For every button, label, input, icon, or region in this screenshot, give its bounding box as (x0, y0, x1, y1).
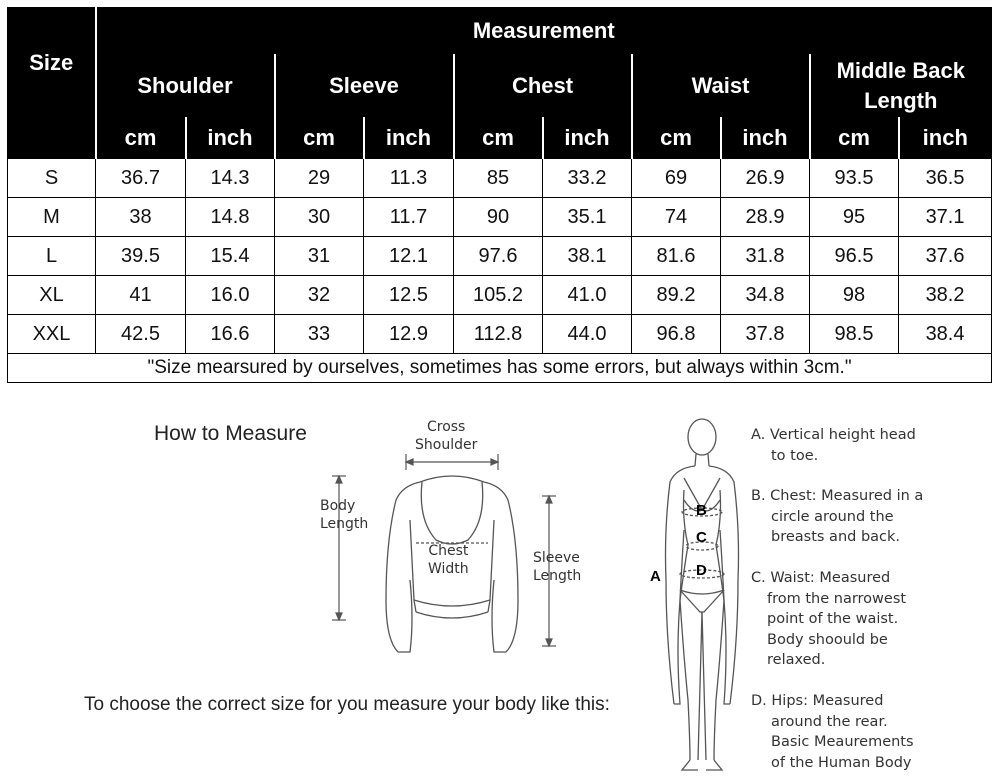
sleeve-header: Sleeve (275, 55, 454, 118)
legend-line: around the rear. (771, 713, 888, 730)
unit-header: inch (186, 118, 275, 159)
measurement-cell: 33.2 (543, 159, 632, 198)
cross-shoulder-arrow (406, 454, 498, 470)
unit-header: inch (543, 118, 632, 159)
measurement-cell: 16.6 (186, 315, 275, 354)
cross-shoulder-label (415, 418, 477, 454)
unit-header: inch (899, 118, 992, 159)
legend-line: from the narrowest (767, 590, 907, 607)
measurement-cell: 69 (632, 159, 721, 198)
unit-header: inch (364, 118, 454, 159)
measurement-cell: 37.8 (721, 315, 810, 354)
legend-item-d (751, 691, 914, 773)
measurement-cell: 16.0 (186, 276, 275, 315)
measurement-cell: 34.8 (721, 276, 810, 315)
measurement-cell: 33 (275, 315, 364, 354)
measurement-cell: 12.1 (364, 237, 454, 276)
measurement-cell: 11.3 (364, 159, 454, 198)
chest-header: Chest (454, 55, 632, 118)
measurement-cell: 38 (96, 198, 186, 237)
measurement-cell: 81.6 (632, 237, 721, 276)
measurement-cell: 39.5 (96, 237, 186, 276)
measurement-cell: 89.2 (632, 276, 721, 315)
measurement-cell: 32 (275, 276, 364, 315)
figure-letter-a: A (650, 568, 661, 585)
sleeve-length-label-line: Sleeve (533, 550, 580, 566)
measurement-cell: 98 (810, 276, 899, 315)
measurement-cell: 37.6 (899, 237, 992, 276)
measurement-cell: 37.1 (899, 198, 992, 237)
how-to-measure-title: How to Measure (154, 422, 307, 445)
size-column-header: Size (8, 8, 96, 118)
shoulder-header: Shoulder (96, 55, 275, 118)
unit-header: cm (454, 118, 543, 159)
choose-size-instruction: To choose the correct size for you measure your body like this: (84, 694, 610, 715)
measurement-cell: 36.5 (899, 159, 992, 198)
measurement-cell: 97.6 (454, 237, 543, 276)
length-label: Length (864, 88, 938, 113)
chest-width-label (428, 542, 469, 578)
measurement-cell: 29 (275, 159, 364, 198)
measurement-cell: 44.0 (543, 315, 632, 354)
chest-width-label-line: Width (428, 561, 469, 577)
legend-line: circle around the (771, 508, 894, 525)
measurement-cell: 38.2 (899, 276, 992, 315)
measurement-header: Measurement (96, 8, 992, 55)
measurement-cell: 35.1 (543, 198, 632, 237)
body-length-label (320, 497, 368, 533)
unit-header: cm (275, 118, 364, 159)
measurement-cell: 96.5 (810, 237, 899, 276)
measurement-cell: 95 (810, 198, 899, 237)
measurement-cell: 85 (454, 159, 543, 198)
measurement-cell: 112.8 (454, 315, 543, 354)
size-cell: M (8, 198, 96, 237)
figure-letter-d: D (696, 562, 707, 579)
measurement-cell: 26.9 (721, 159, 810, 198)
measurement-cell: 38.4 (899, 315, 992, 354)
measurement-cell: 31 (275, 237, 364, 276)
legend-line: B. Chest: Measured in a (751, 488, 924, 504)
legend-line: C. Waist: Measured (751, 570, 891, 586)
measurement-cell: 30 (275, 198, 364, 237)
measurement-cell: 31.8 (721, 237, 810, 276)
legend-line: Basic Meaurements (771, 734, 914, 750)
size-cell: XL (8, 276, 96, 315)
unit-header: inch (721, 118, 810, 159)
measurement-cell: 42.5 (96, 315, 186, 354)
measurement-cell: 14.3 (186, 159, 275, 198)
size-cell: XXL (8, 315, 96, 354)
legend-item-b (751, 486, 923, 548)
cross-shoulder-label-line: Shoulder (415, 437, 478, 453)
measurement-cell: 90 (454, 198, 543, 237)
legend-line: of the Human Body (771, 754, 912, 771)
measurement-cell: 96.8 (632, 315, 721, 354)
chest-width-label-line: Chest (428, 543, 469, 559)
figure-letter-b: B (696, 502, 707, 519)
cross-shoulder-label-line: Cross (426, 419, 466, 435)
measurement-cell: 28.9 (721, 198, 810, 237)
measurement-cell: 93.5 (810, 159, 899, 198)
measurement-cell: 15.4 (186, 237, 275, 276)
body-figure-illustration (666, 419, 739, 770)
legend-item-a (751, 425, 916, 466)
measurement-cell: 38.1 (543, 237, 632, 276)
body-length-label-line: Length (320, 516, 369, 532)
figure-letter-c: C (696, 529, 707, 546)
size-cell: L (8, 237, 96, 276)
legend-line: Body shoould be (767, 631, 888, 648)
measurement-cell: 105.2 (454, 276, 543, 315)
legend-line: breasts and back. (771, 529, 901, 545)
measurement-cell: 41.0 (543, 276, 632, 315)
measurement-cell: 11.7 (364, 198, 454, 237)
unit-header: cm (96, 118, 186, 159)
body-length-label-line: Body (320, 498, 356, 514)
legend-line: relaxed. (767, 652, 826, 668)
measurement-cell: 98.5 (810, 315, 899, 354)
measurement-cell: 36.7 (96, 159, 186, 198)
legend-item-c (751, 568, 906, 671)
sleeve-length-label (533, 549, 581, 585)
sleeve-length-label-line: Length (533, 568, 582, 584)
waist-header: Waist (632, 55, 810, 118)
measurement-cell: 12.9 (364, 315, 454, 354)
measurement-cell: 14.8 (186, 198, 275, 237)
size-cell: S (8, 159, 96, 198)
legend-line: point of the waist. (767, 611, 899, 627)
unit-header: cm (810, 118, 899, 159)
measurement-cell: 12.5 (364, 276, 454, 315)
measurement-cell: 41 (96, 276, 186, 315)
measurement-note: "Size mearsured by ourselves, sometimes has some errors, but always within 3cm." (8, 354, 992, 383)
measurement-cell: 74 (632, 198, 721, 237)
middle-back-label: Middle Back (836, 58, 965, 83)
legend-line: to toe. (771, 447, 819, 464)
unit-header: cm (632, 118, 721, 159)
legend-line: A. Vertical height head (751, 427, 916, 443)
legend-line: D. Hips: Measured (751, 693, 884, 709)
